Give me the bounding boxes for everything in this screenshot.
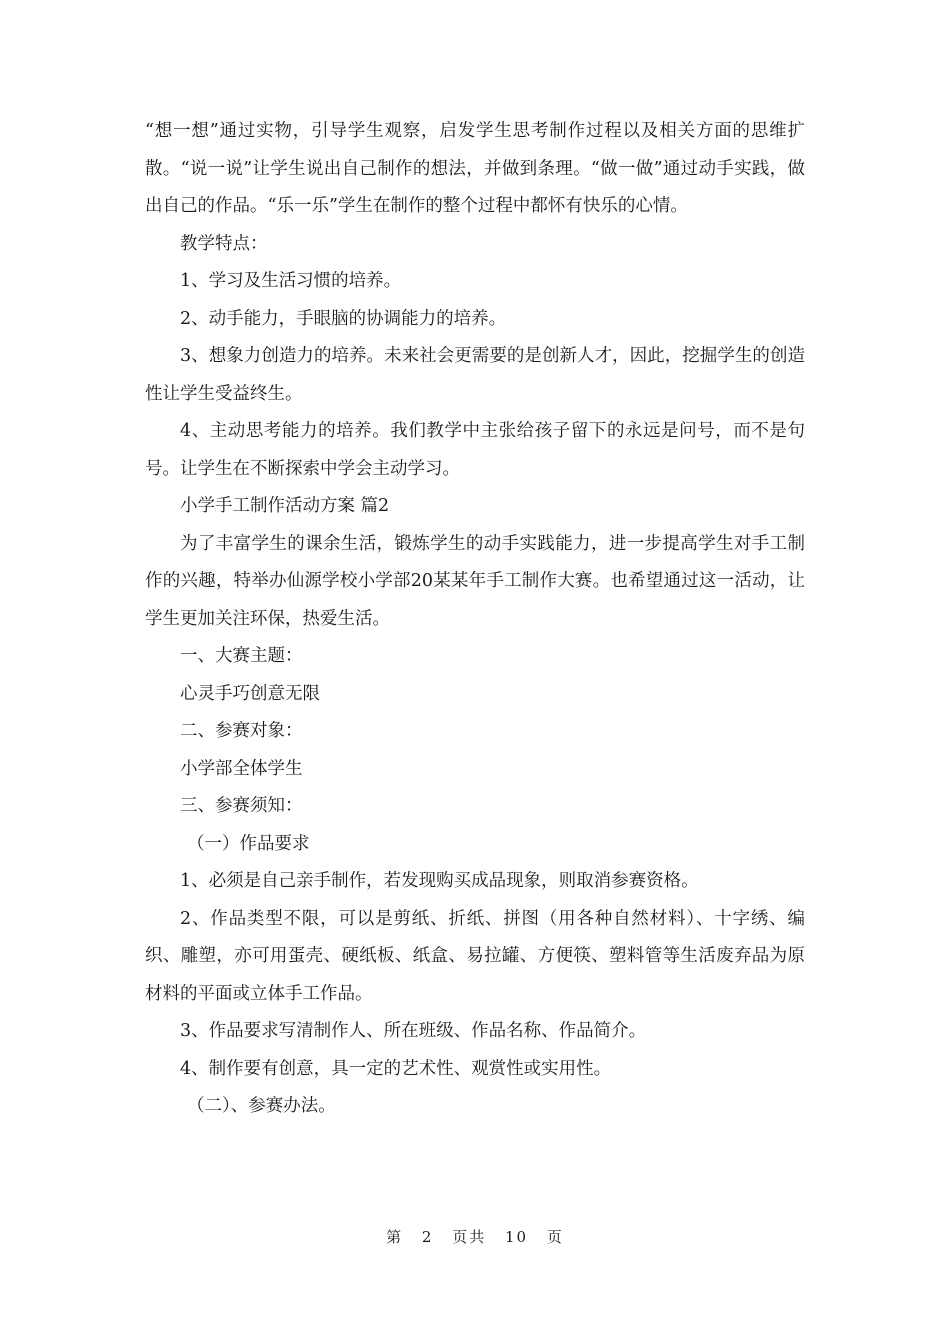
- paragraph-feature-3: 3、想象力创造力的培养。未来社会更需要的是创新人才，因此，挖掘学生的创造性让学生受益终生。: [145, 346, 805, 404]
- paragraph-feature-2: 2、动手能力，手眼脑的协调能力的培养。: [180, 308, 507, 329]
- footer-prefix: 第: [386, 1228, 404, 1246]
- paragraph-feature-4: 4、主动思考能力的培养。我们教学中主张给孩子留下的永远是问号，而不是句号。让学生在不断探索中学会主动学习。: [145, 421, 805, 479]
- paragraph-intro-activities: “想一想”通过实物，引导学生观察，启发学生思考制作过程以及相关方面的思维扩散。“说一说”让学生说出自己制作的想法，并做到条理。“做一做”通过动手实践，做出自己的作品。“乐一乐”学生在制作的整个过程中都怀有快乐的心情。: [145, 121, 805, 216]
- paragraph-requirement-1: 1、必须是自己亲手制作，若发现购买成品现象，则取消参赛资格。: [180, 871, 699, 891]
- page-footer: [0, 1226, 950, 1247]
- paragraph-contest-purpose: 为了丰富学生的课余生活，锻炼学生的动手实践能力，进一步提高学生对手工制作的兴趣，特举办仙源学校小学部20某某年手工制作大赛。也希望通过这一活动，让学生更加关注环保，热爱生活。: [145, 533, 805, 629]
- subheading-contest-method: （二）、参赛办法。: [187, 1096, 336, 1116]
- paragraph-requirement-4: 4、制作要有创意，具一定的艺术性、观赏性或实用性。: [180, 1058, 612, 1079]
- footer-suffix: 页: [546, 1228, 564, 1246]
- section-title-plan-2: 小学手工制作活动方案 篇2: [180, 496, 390, 516]
- footer-total-pages: 10: [505, 1228, 529, 1246]
- paragraph-requirement-3: 3、作品要求写清制作人、所在班级、作品名称、作品简介。: [180, 1021, 647, 1041]
- heading-contest-notes: 三、参赛须知：: [180, 796, 303, 816]
- document-body: [145, 113, 805, 1126]
- heading-participants: 二、参赛对象：: [180, 721, 303, 741]
- paragraph-feature-1: 1、学习及生活习惯的培养。: [180, 271, 402, 291]
- subheading-work-requirements: （一）作品要求: [187, 833, 310, 854]
- footer-middle: 页共: [452, 1228, 487, 1246]
- paragraph-requirement-2: 2、作品类型不限，可以是剪纸、折纸、拼图（用各种自然材料）、十字绣、编织、雕塑，亦可用蛋壳、硬纸板、纸盒、易拉罐、方便筷、塑料管等生活废弃品为原材料的平面或立体手工作品。: [145, 908, 805, 1004]
- footer-current-page: 2: [421, 1228, 434, 1246]
- heading-contest-theme: 一、大赛主题：: [180, 646, 303, 666]
- paragraph-teaching-features-heading: 教学特点：: [180, 233, 268, 254]
- paragraph-participants: 小学部全体学生: [180, 758, 303, 779]
- paragraph-contest-theme: 心灵手巧创意无限: [180, 683, 320, 704]
